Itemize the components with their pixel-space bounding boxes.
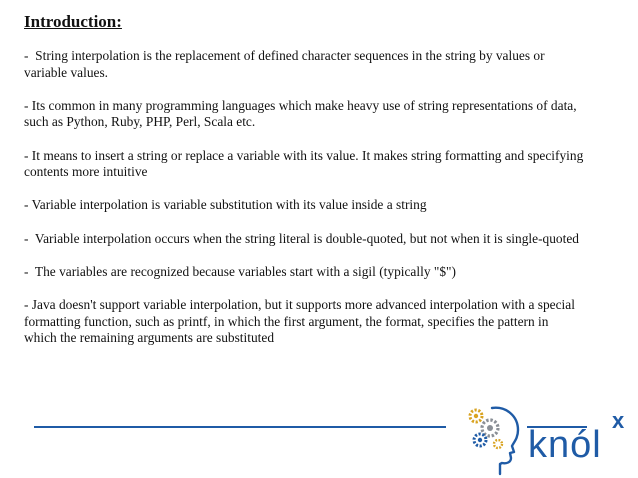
head-gears-icon bbox=[454, 398, 534, 478]
footer-divider-left bbox=[34, 426, 446, 428]
slide-title: Introduction: bbox=[24, 12, 122, 31]
bullet-item: - It means to insert a string or replace a variable with its value. It makes string formatting and specifying contents more intuitive bbox=[24, 147, 587, 180]
bullet-item: - Its common in many programming languages which make heavy use of string representations of data, such as Python, Ruby, PHP, Perl, Scala etc. bbox=[24, 97, 580, 130]
bullet-item: - The variables are recognized because variables start with a sigil (typically "$") bbox=[24, 263, 456, 279]
bullet-item: - Variable interpolation is variable substitution with its value inside a string bbox=[24, 197, 427, 213]
logo-superscript: x bbox=[612, 408, 625, 433]
bullet-list bbox=[24, 48, 587, 347]
knolx-logo bbox=[454, 398, 638, 478]
slide-content bbox=[24, 12, 587, 363]
bullet-item: - Java doesn't support variable interpolation, but it supports more advanced interpolation with a special formatting function, such as printf, in which the first argument, the format, specifies the pattern in which the remaining arguments are substituted bbox=[24, 296, 579, 346]
bullet-item: - String interpolation is the replacement of defined character sequences in the string by values or variable values. bbox=[24, 48, 548, 80]
bullet-item: - Variable interpolation occurs when the string literal is double-quoted, but not when it is single-quoted bbox=[24, 230, 579, 246]
logo-wordmark: knól bbox=[528, 424, 602, 466]
